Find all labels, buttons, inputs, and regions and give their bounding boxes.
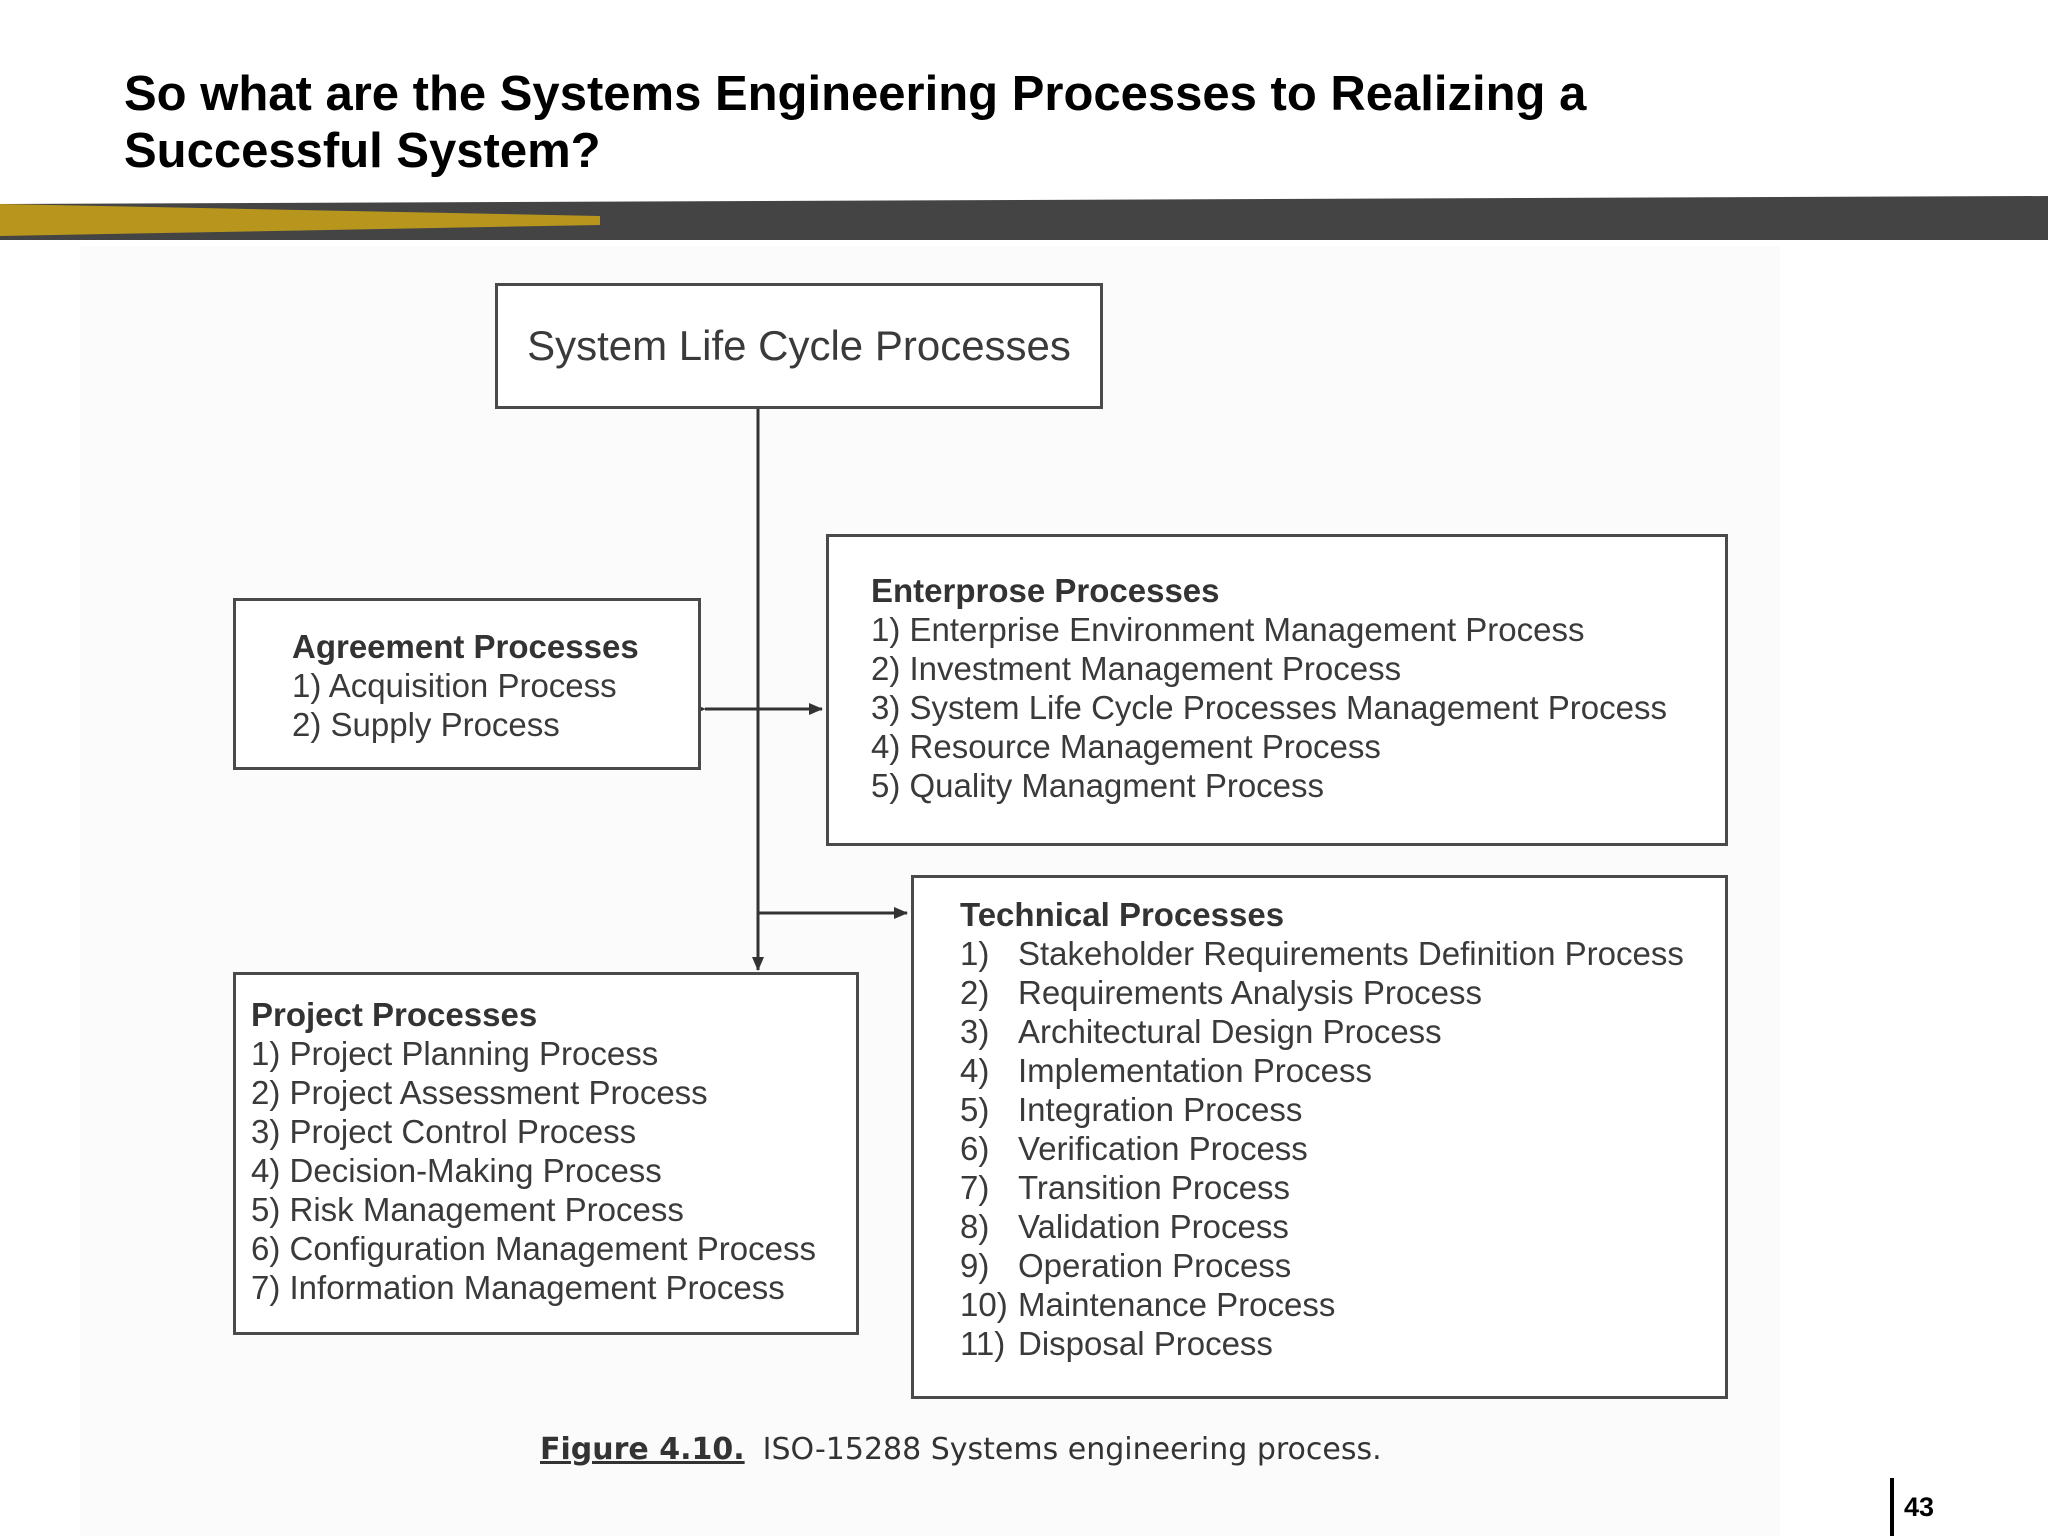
project-item: 3) Project Control Process (251, 1113, 637, 1150)
project-item: 5) Risk Management Process (251, 1191, 684, 1228)
technical-item-label: Validation Process (1018, 1208, 1289, 1245)
technical-item (960, 1324, 1725, 1363)
technical-item-number: 6) (960, 1130, 990, 1167)
technical-item (960, 1090, 1725, 1129)
technical-item-number: 2) (960, 974, 990, 1011)
system-life-cycle-box (495, 283, 1103, 409)
technical-item (960, 1207, 1725, 1246)
agreement-item: 1) Acquisition Process (292, 667, 617, 704)
enterprise-item: 3) System Life Cycle Processes Management Process (871, 689, 1667, 726)
page-number: 43 (1890, 1478, 1934, 1536)
agreement-processes-box (233, 598, 701, 770)
project-item: 6) Configuration Management Process (251, 1230, 816, 1267)
project-heading: Project Processes (251, 996, 538, 1033)
technical-processes-box (911, 875, 1728, 1399)
technical-item-number: 9) (960, 1247, 990, 1284)
technical-item (960, 934, 1725, 973)
technical-item (960, 1168, 1725, 1207)
agreement-heading: Agreement Processes (292, 628, 639, 665)
technical-item (960, 1246, 1725, 1285)
project-item: 1) Project Planning Process (251, 1035, 659, 1072)
technical-item-label: Maintenance Process (1018, 1286, 1336, 1323)
technical-item-label: Disposal Process (1018, 1325, 1273, 1362)
technical-item-number: 4) (960, 1052, 990, 1089)
technical-item-number: 8) (960, 1208, 990, 1245)
technical-item (960, 1129, 1725, 1168)
project-item: 7) Information Management Process (251, 1269, 785, 1306)
technical-item-number: 10) (960, 1286, 1008, 1323)
technical-item-label: Verification Process (1018, 1130, 1308, 1167)
technical-heading: Technical Processes (960, 896, 1285, 933)
enterprise-item: 1) Enterprise Environment Management Process (871, 611, 1585, 648)
project-processes-box (233, 972, 859, 1335)
technical-item-label: Implementation Process (1018, 1052, 1372, 1089)
technical-item-label: Integration Process (1018, 1091, 1303, 1128)
technical-item-label: Stakeholder Requirements Definition Process (1018, 935, 1684, 972)
project-item: 2) Project Assessment Process (251, 1074, 708, 1111)
agreement-item: 2) Supply Process (292, 706, 560, 743)
slide-title: So what are the Systems Engineering Processes to Realizing a Successful System? (124, 67, 1587, 178)
technical-item-number: 3) (960, 1013, 990, 1050)
project-item: 4) Decision-Making Process (251, 1152, 662, 1189)
technical-item-label: Architectural Design Process (1018, 1013, 1442, 1050)
technical-item-label: Transition Process (1018, 1169, 1291, 1206)
enterprise-item: 2) Investment Management Process (871, 650, 1402, 687)
figure-caption (540, 1432, 1382, 1467)
technical-item-number: 1) (960, 935, 990, 972)
enterprise-heading: Enterprose Processes (871, 572, 1220, 609)
technical-item-label: Requirements Analysis Process (1018, 974, 1483, 1011)
technical-item-label: Operation Process (1018, 1247, 1292, 1284)
technical-item-number: 7) (960, 1169, 990, 1206)
enterprise-item: 5) Quality Managment Process (871, 767, 1325, 804)
technical-item (960, 1012, 1725, 1051)
technical-item-number: 11) (960, 1325, 1006, 1362)
technical-item-number: 5) (960, 1091, 990, 1128)
technical-item (960, 1285, 1725, 1324)
enterprise-processes-box (826, 534, 1728, 846)
system-life-cycle-label: System Life Cycle Processes (527, 322, 1071, 369)
figure-caption-text: ISO-15288 Systems engineering process. (762, 1432, 1382, 1467)
technical-item (960, 973, 1725, 1012)
enterprise-item: 4) Resource Management Process (871, 728, 1381, 765)
technical-item (960, 1051, 1725, 1090)
figure-caption-label: Figure 4.10. (540, 1432, 745, 1467)
